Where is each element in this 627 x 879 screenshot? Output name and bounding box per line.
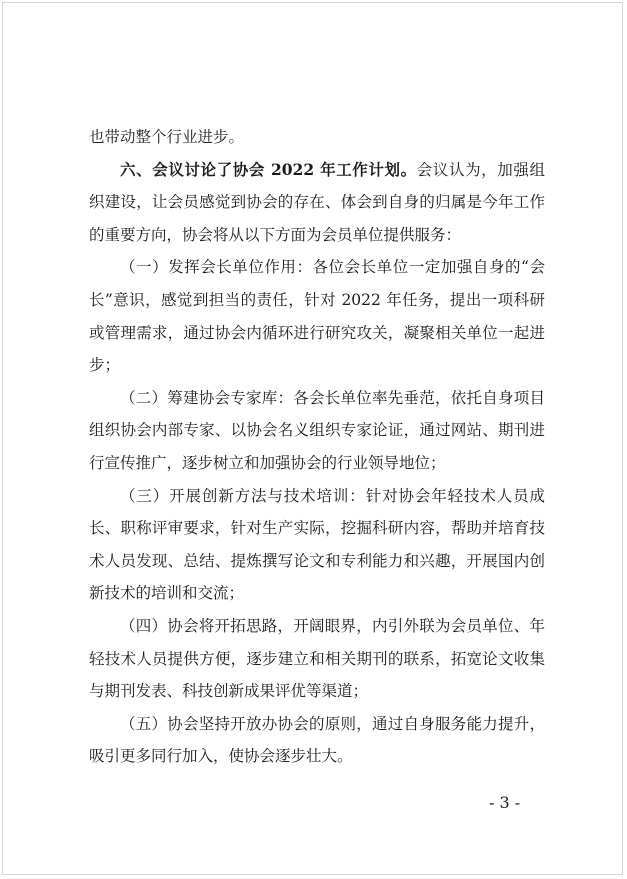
section-heading-work-plan: 六、会议讨论了协会 2022 年工作计划。 [120,159,417,179]
paragraph-continuation: 也带动整个行业进步。 [89,128,245,146]
list-item-1: （一）发挥会长单位作用：各位会长单位一定加强自身的“会长”意识，感觉到担当的责任，针对 2022 年任务，提出一项科研或管理需求，通过协会内循环进行研究攻关，凝聚相关单位一起进步； [89,258,545,375]
document-page [2,2,623,875]
list-item-2: （二）筹建协会专家库：各会长单位率先垂范，依托自身项目组织协会内部专家、以协会名义组织专家论证，通过网站、期刊进行宣传推广，逐步树立和加强协会的行业领导地位； [89,388,545,472]
list-item-3: （三）开展创新方法与技术培训：针对协会年轻技术人员成长、职称评审要求，针对生产实际，挖掘科研内容，帮助并培育技术人员发现、总结、提炼撰写论文和专利能力和兴趣，开展国内创新技术的培训和交流； [89,486,545,603]
document-body [89,121,545,773]
paragraph-work-plan [89,154,545,252]
page-number: - 3 - [489,793,521,812]
list-item-4: （四）协会将开拓思路，开阔眼界，内引外联为会员单位、年轻技术人员提供方便，逐步建立和相关期刊的联系，拓宽论文收集与期刊发表、科技创新成果评优等渠道； [89,616,545,701]
paragraph-work-plan-body: 会议认为，加强组织建设，让会员感觉到协会的存在、体会到自身的归属是今年工作的重要方向，协会将从以下方面为会员单位提供服务： [89,160,545,244]
list-item-5: （五）协会坚持开放办协会的原则，通过自身服务能力提升，吸引更多同行加入，使协会逐步壮大。 [89,714,545,766]
